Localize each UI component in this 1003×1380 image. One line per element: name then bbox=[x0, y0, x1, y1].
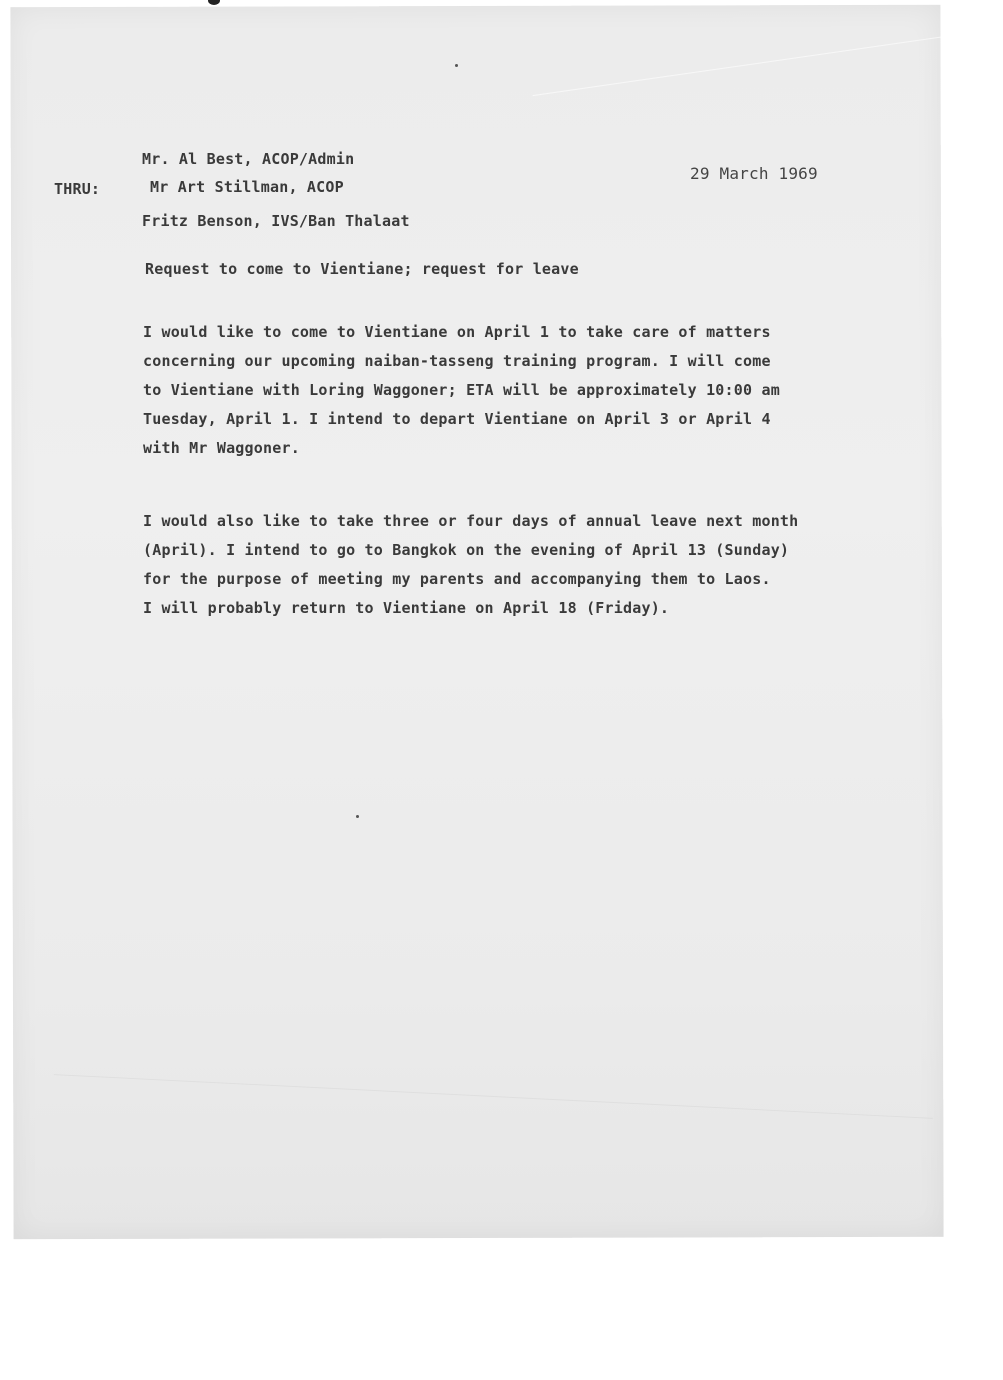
paragraph-line: for the purpose of meeting my parents and accompanying them to Laos. bbox=[143, 570, 771, 588]
from-line: Fritz Benson, IVS/Ban Thalaat bbox=[142, 212, 410, 230]
paper-crease bbox=[533, 36, 949, 97]
paragraph-line: I would also like to take three or four days of annual leave next month bbox=[143, 512, 799, 530]
memo-date: 29 March 1969 bbox=[690, 164, 818, 183]
thru-line: Mr Art Stillman, ACOP bbox=[150, 178, 344, 196]
thru-label: THRU: bbox=[54, 180, 101, 198]
ink-speck bbox=[455, 64, 458, 67]
paragraph-line: I would like to come to Vientiane on April 1 to take care of matters bbox=[143, 323, 771, 341]
ink-blot bbox=[208, 0, 220, 5]
paragraph-line: I will probably return to Vientiane on April 18 (Friday). bbox=[143, 599, 670, 617]
ink-speck bbox=[356, 815, 359, 818]
subject-line: Request to come to Vientiane; request for leave bbox=[145, 260, 579, 278]
paragraph-1 bbox=[143, 318, 780, 463]
paragraph-line: Tuesday, April 1. I intend to depart Vientiane on April 3 or April 4 bbox=[143, 410, 771, 428]
paragraph-2 bbox=[143, 507, 798, 623]
paragraph-line: to Vientiane with Loring Waggoner; ETA will be approximately 10:00 am bbox=[143, 381, 780, 399]
paragraph-line: (April). I intend to go to Bangkok on the evening of April 13 (Sunday) bbox=[143, 541, 790, 559]
to-line: Mr. Al Best, ACOP/Admin bbox=[142, 150, 355, 168]
paragraph-line: with Mr Waggoner. bbox=[143, 439, 300, 457]
paragraph-line: concerning our upcoming naiban-tasseng training program. I will come bbox=[143, 352, 771, 370]
paper-crease bbox=[54, 1074, 933, 1119]
